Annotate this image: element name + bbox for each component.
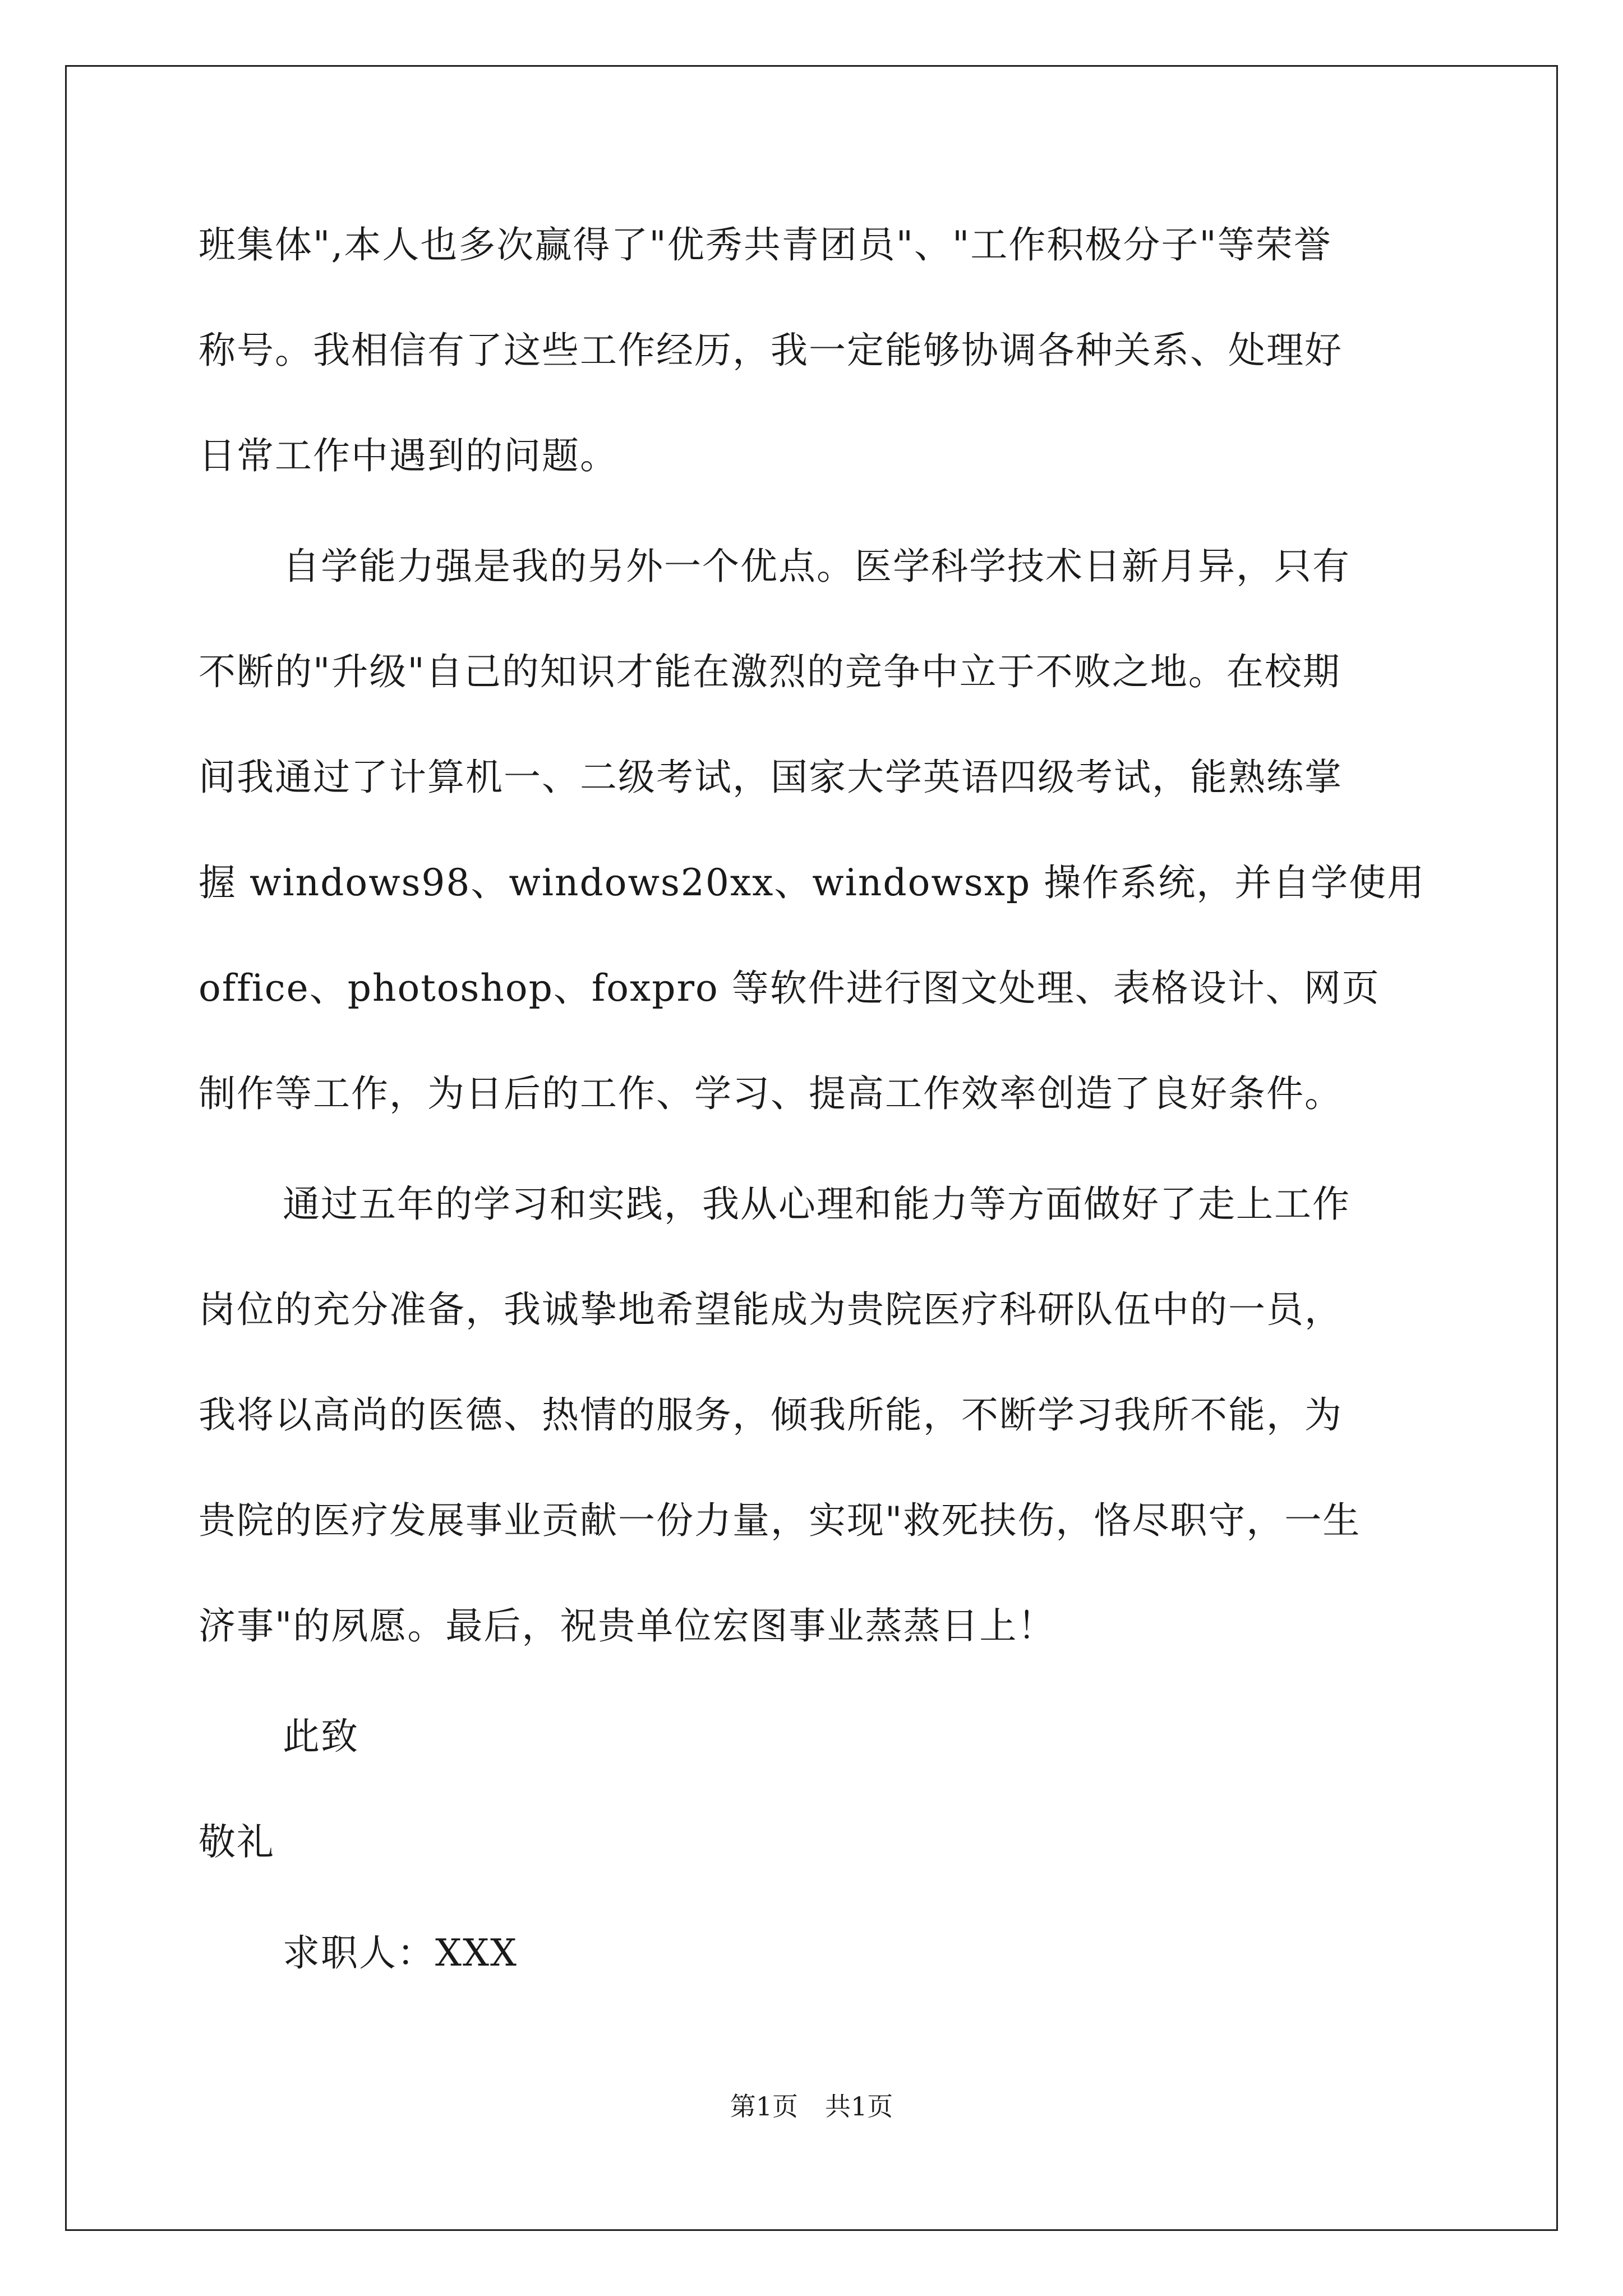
- signature-line: 求职人：XXX: [283, 1931, 518, 1975]
- text-line: 日常工作中遇到的问题。: [199, 434, 618, 477]
- page-border: [65, 65, 1558, 2231]
- text-line: 岗位的充分准备，我诚挚地希望能成为贵院医疗科研队伍中的一员，: [199, 1288, 1343, 1331]
- text-line: 间我通过了计算机一、二级考试，国家大学英语四级考试，能熟练掌: [199, 756, 1343, 799]
- page-footer: [0, 2090, 1623, 2123]
- paragraph-start: 通过五年的学习和实践，我从心理和能力等方面做好了走上工作: [283, 1182, 1350, 1226]
- text-line: 不断的"升级"自己的知识才能在激烈的竞争中立于不败之地。在校期: [199, 650, 1341, 693]
- text-line: 握 windows98、windows20xx、windowsxp 操作系统，并自学使用: [199, 861, 1426, 904]
- text-line: 班集体",本人也多次赢得了"优秀共青团员"、"工作积极分子"等荣誉: [199, 223, 1332, 266]
- current-page-label: 第1页: [730, 2091, 798, 2122]
- text-line: 称号。我相信有了这些工作经历，我一定能够协调各种关系、处理好: [199, 329, 1343, 372]
- text-line: 济事"的夙愿。最后，祝贵单位宏图事业蒸蒸日上！: [199, 1604, 1056, 1648]
- text-line: 贵院的医疗发展事业贡献一份力量，实现"救死扶伤，恪尽职守，一生: [199, 1499, 1361, 1542]
- text-line: office、photoshop、foxpro 等软件进行图文处理、表格设计、网页: [199, 967, 1380, 1010]
- text-line: 我将以高尚的医德、热情的服务，倾我所能，不断学习我所不能，为: [199, 1393, 1343, 1437]
- text-line: 制作等工作，为日后的工作、学习、提高工作效率创造了良好条件。: [199, 1072, 1343, 1115]
- closing-salutation: 此致: [283, 1715, 359, 1758]
- closing-regards: 敬礼: [199, 1820, 275, 1864]
- total-pages-label: 共1页: [825, 2091, 893, 2122]
- paragraph-start: 自学能力强是我的另外一个优点。医学科学技术日新月异，只有: [283, 545, 1350, 588]
